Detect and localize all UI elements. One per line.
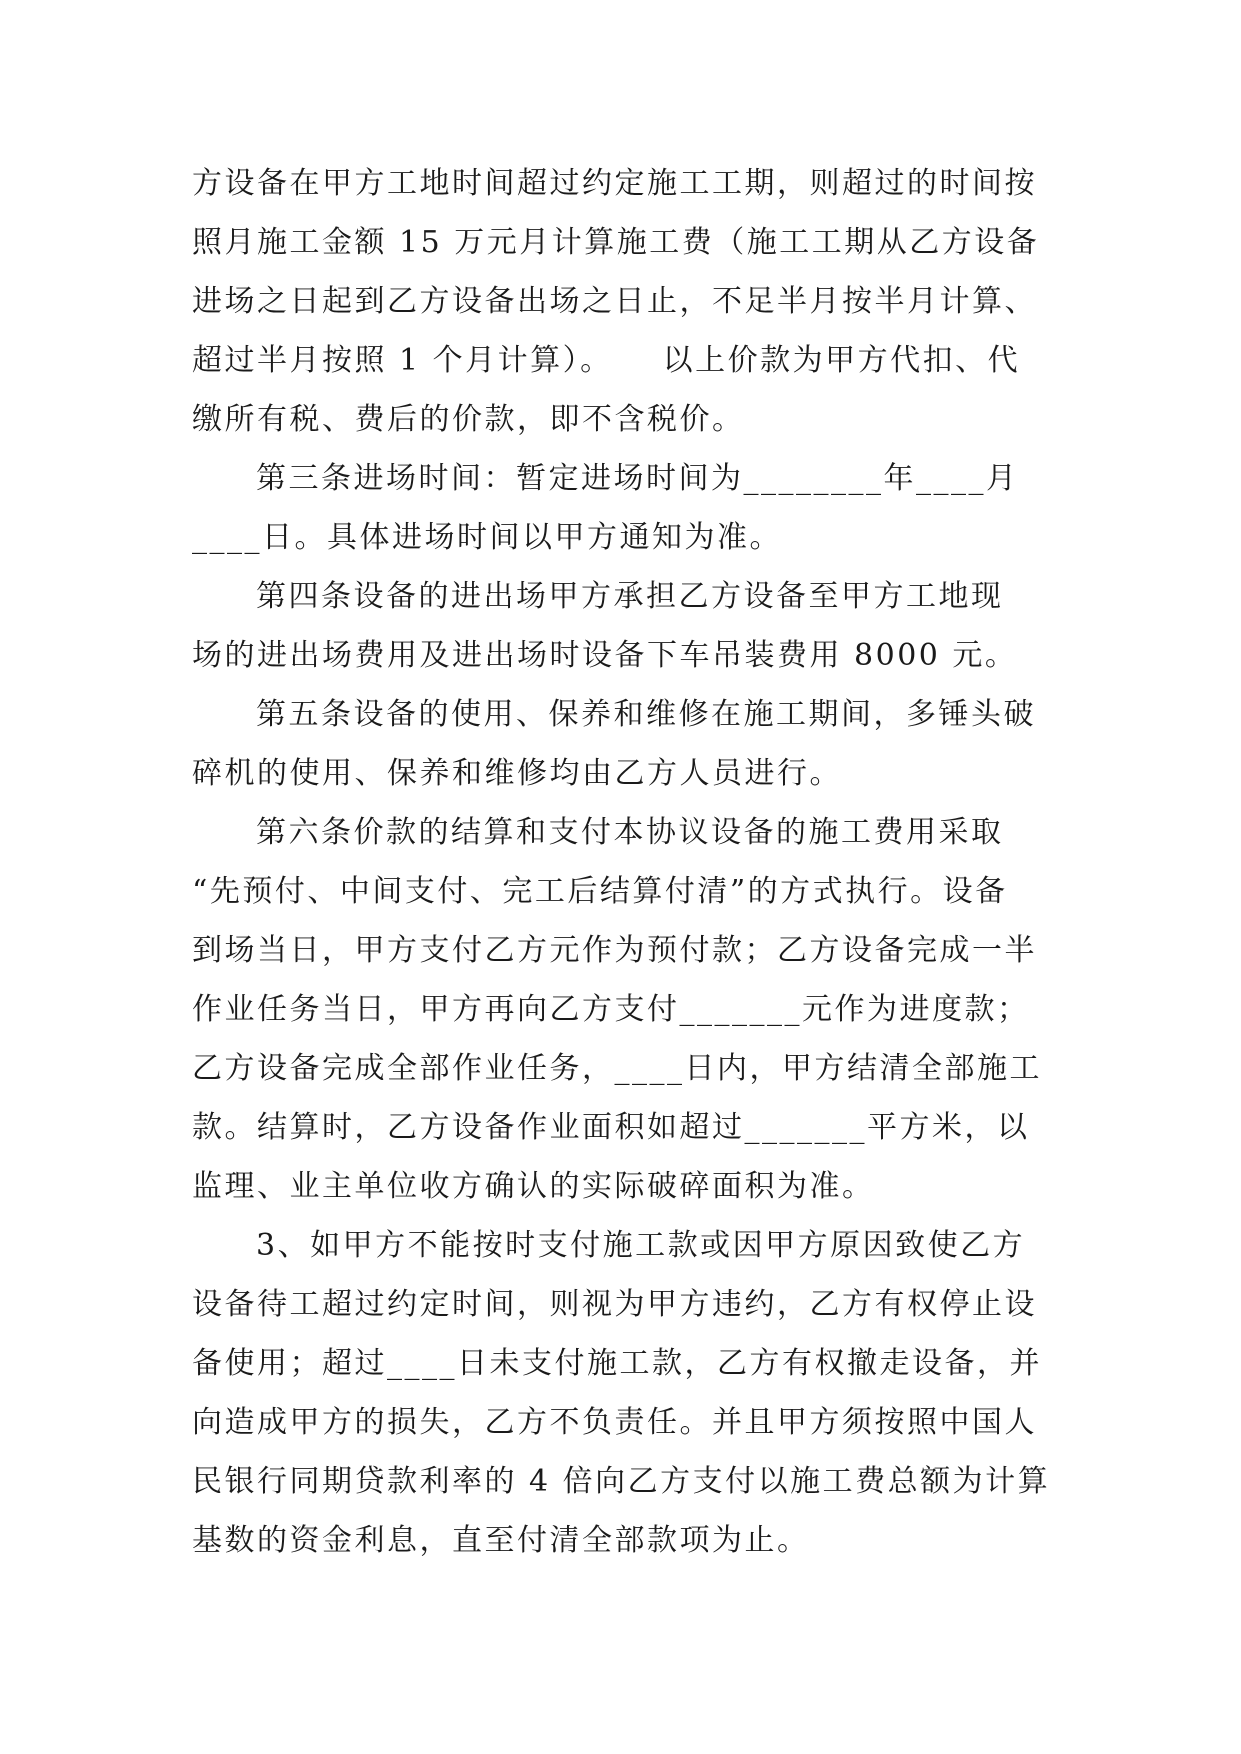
text-line: 基数的资金利息，直至付清全部款项为止。 (192, 1523, 810, 1558)
text-line: 照月施工金额 15 万元月计算施工费（施工工期从乙方设备 (192, 225, 1040, 260)
text-line: “先预付、中间支付、完工后结算付清”的方式执行。设备 (192, 874, 1008, 909)
text-line: 碎机的使用、保养和维修均由乙方人员进行。 (192, 756, 842, 791)
text-line: 监理、业主单位收方确认的实际破碎面积为准。 (192, 1169, 875, 1204)
text-line: 乙方设备完成全部作业任务，____日内，甲方结清全部施工 (192, 1051, 1042, 1086)
text-line: 到场当日，甲方支付乙方元作为预付款；乙方设备完成一半 (192, 933, 1037, 968)
text-line: 第三条进场时间：暂定进场时间为________年____月 (256, 461, 1019, 496)
document-body (192, 154, 1092, 1570)
text-line: 第六条价款的结算和支付本协议设备的施工费用采取 (256, 815, 1004, 850)
text-line: 缴所有税、费后的价款，即不含税价。 (192, 402, 745, 437)
text-line: 方设备在甲方工地时间超过约定施工工期，则超过的时间按 (192, 166, 1037, 201)
text-line: 第五条设备的使用、保养和维修在施工期间，多锤头破 (256, 697, 1036, 732)
paragraph-article-5 (192, 685, 1092, 803)
text-line: 设备待工超过约定时间，则视为甲方违约，乙方有权停止设 (192, 1287, 1037, 1322)
paragraph-article-4 (192, 567, 1092, 685)
paragraph-article-3 (192, 449, 1092, 567)
text-line: 备使用；超过____日未支付施工款，乙方有权撤走设备，并 (192, 1346, 1042, 1381)
text-line: 3、如甲方不能按时支付施工款或因甲方原因致使乙方 (256, 1228, 1026, 1263)
paragraph-price-terms (192, 154, 1092, 449)
text-line: 向造成甲方的损失，乙方不负责任。并且甲方须按照中国人 (192, 1405, 1037, 1440)
text-line: ____日。具体进场时间以甲方通知为准。 (192, 520, 782, 555)
text-line: 民银行同期贷款利率的 4 倍向乙方支付以施工费总额为计算 (192, 1464, 1051, 1499)
text-line: 第四条设备的进出场甲方承担乙方设备至甲方工地现 (256, 579, 1004, 614)
text-line: 超过半月按照 1 个月计算）。 以上价款为甲方代扣、代 (192, 343, 1021, 378)
text-line: 场的进出场费用及进出场时设备下车吊装费用 8000 元。 (192, 638, 1018, 673)
paragraph-clause-3 (192, 1216, 1092, 1570)
text-line: 作业任务当日，甲方再向乙方支付_______元作为进度款； (192, 992, 1030, 1027)
text-line: 进场之日起到乙方设备出场之日止，不足半月按半月计算、 (192, 284, 1037, 319)
paragraph-article-6 (192, 803, 1092, 1216)
text-line: 款。结算时，乙方设备作业面积如超过_______平方米，以 (192, 1110, 1030, 1145)
